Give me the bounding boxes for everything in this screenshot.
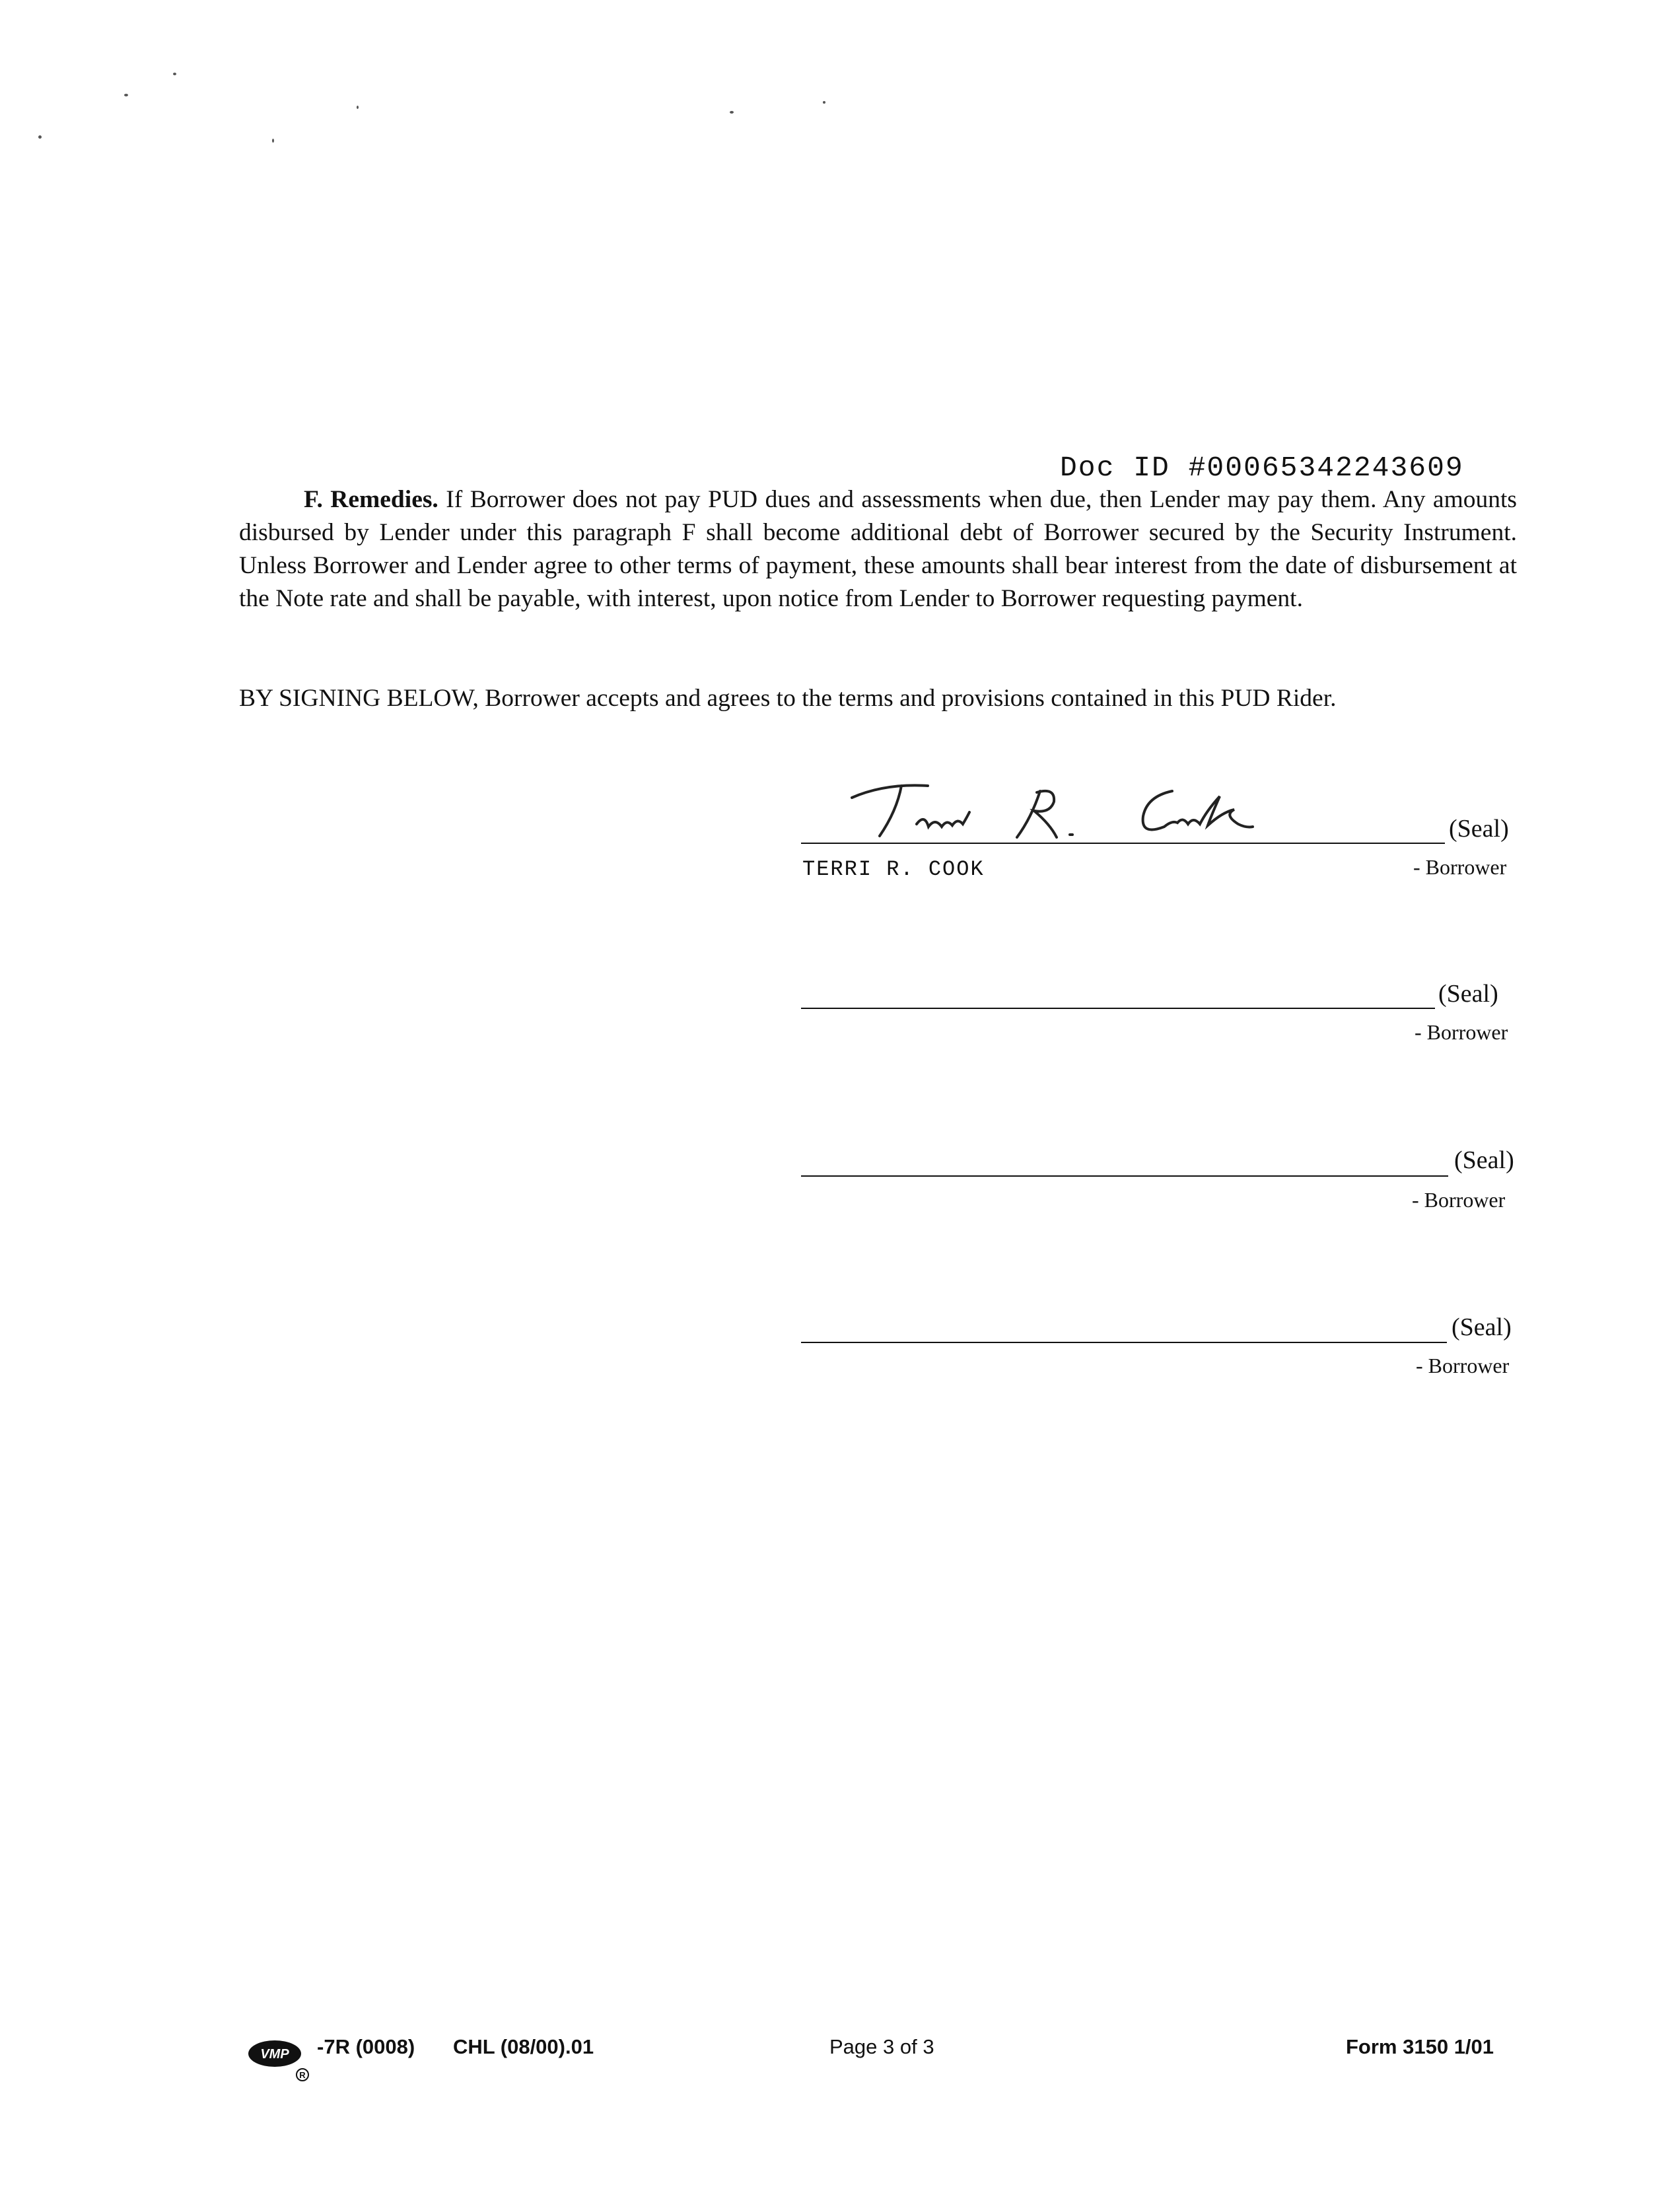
scan-speck (357, 106, 359, 109)
signature-line (801, 1008, 1435, 1009)
svg-text:R: R (299, 2070, 306, 2080)
scan-speck (173, 73, 176, 75)
form-number: Form 3150 1/01 (1346, 2035, 1494, 2058)
remedies-paragraph (239, 483, 1517, 615)
chl-code: CHL (08/00).01 (453, 2035, 594, 2058)
borrower-label: - Borrower (1413, 855, 1507, 879)
signing-statement: BY SIGNING BELOW, Borrower accepts and agrees to the terms and provisions contained in this PUD Rider. (239, 685, 1337, 712)
borrower-label: - Borrower (1416, 1354, 1510, 1377)
signature-line (801, 1175, 1448, 1177)
remedies-heading: F. Remedies. (304, 486, 438, 513)
scan-speck (38, 135, 42, 139)
seal-label: (Seal) (1449, 815, 1509, 843)
page-number: Page 3 of 3 (829, 2035, 934, 2058)
remedies-text: If Borrower does not pay PUD dues and assessments when due, then Lender may pay them. Any amounts disbursed by Lender under this paragraph F shall become additional debt of Borrower secured by the Security Instrument. Unless Borrower and Lender agree to other terms of payment, these amounts shall bear interest from the date of disbursement at the Note rate and shall be payable, with interest, upon notice from Lender to Borrower requesting payment. (239, 486, 1517, 612)
signature-line (801, 1342, 1447, 1343)
seal-label: (Seal) (1438, 980, 1498, 1008)
vmp-logo-icon (246, 2034, 318, 2087)
remedies-indent (239, 486, 304, 513)
borrower-label: - Borrower (1415, 1020, 1508, 1044)
scan-speck (124, 94, 128, 96)
borrower-printed-name: TERRI R. COOK (802, 857, 985, 882)
vmp-logo-text: VMP (260, 2047, 289, 2062)
seal-label: (Seal) (1454, 1146, 1514, 1174)
seal-label: (Seal) (1452, 1313, 1512, 1341)
scan-speck (730, 111, 734, 114)
scan-speck (823, 101, 825, 104)
signature-line (801, 843, 1445, 844)
doc-id: Doc ID #00065342243609 (1060, 452, 1464, 484)
scan-speck (272, 139, 274, 143)
borrower-signature (839, 771, 1301, 850)
borrower-label: - Borrower (1412, 1188, 1506, 1212)
form-code: -7R (0008) (317, 2035, 415, 2058)
